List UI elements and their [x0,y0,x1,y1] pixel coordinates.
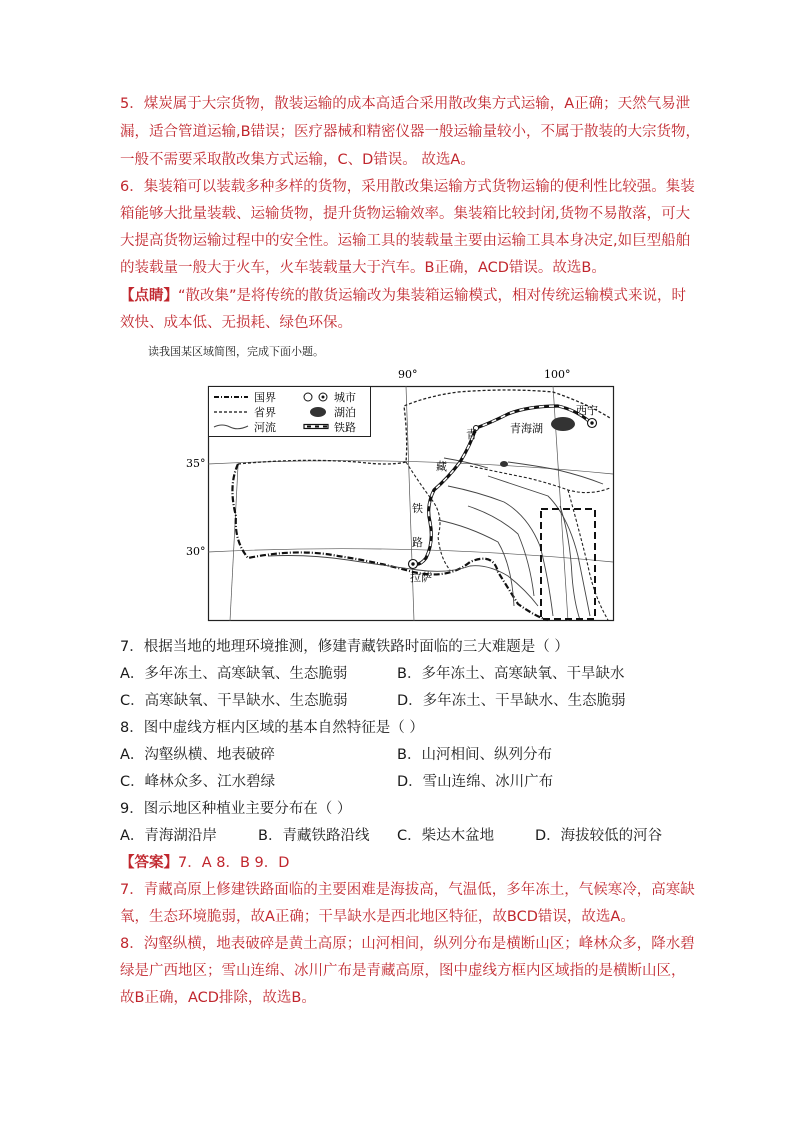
explanation-6-line-4: 的装载量一般大于火车，火车装载量大于汽车。B正确，ACD错误。故选B。 [120,260,606,276]
small-lake [500,461,508,467]
q7-option-a: A．多年冻土、高寒缺氧、生态脆弱 [120,666,348,682]
explanation-5-line-3: 一般不需要采取散改集方式运输，C、D错误。 故选A。 [120,152,475,168]
legend-border-label: 国界 [254,391,276,404]
map-legend [209,387,371,437]
lon-100-label: 100° [544,368,571,381]
legend-lake-label: 湖泊 [334,406,356,419]
label-tie: 铁 [412,502,423,515]
tip-label: 【点睛】 [120,288,178,304]
explanation-8-line-3: 故B正确，ACD排除，故选B。 [120,990,316,1006]
q9-option-b: B．青藏铁路沿线 [258,828,370,844]
question-8: 8．图中虚线方框内区域的基本自然特征是（ ） [120,720,424,736]
explanation-6-line-2: 箱能够大批量装载、运输货物，提升货物运输效率。集装箱比较封闭,货物不易散落，可大 [120,206,691,222]
explanation-8-line-1: 8．沟壑纵横，地表破碎是黄土高原；山河相间，纵列分布是横断山区；峰林众多，降水碧 [120,936,695,952]
tip-line-1 [120,286,686,306]
explanation-6-line-1: 6．集装箱可以装载多种多样的货物，采用散改集运输方式货物运输的便利性比较强。集装 [120,179,695,195]
label-lu: 路 [412,536,423,549]
q8-option-d: D．雪山连绵、冰川广布 [397,774,554,790]
answer-label: 【答案】 [120,855,178,871]
explanation-5-line-2: 漏，适合管道运输,B错误；医疗器械和精密仪器一般运输量较小，不属于散装的大宗货物， [120,124,701,140]
answer-line [120,853,289,873]
q7-option-c: C．高寒缺氧、干旱缺水、生态脆弱 [120,693,348,709]
label-qinghai-lake: 青海湖 [510,422,543,435]
legend-province-label: 省界 [254,406,276,419]
answer-values: 7．A 8．B 9．D [178,855,290,871]
tip-text-1: “散改集”是将传统的散货运输改为集装箱运输模式，相对传统运输模式来说，时 [178,288,687,304]
question-7: 7．根据当地的地理环境推测，修建青藏铁路时面临的三大难题是（ ） [120,639,569,655]
q9-option-d: D．海拔较低的河谷 [535,828,663,844]
legend-city-symbol [322,396,325,399]
explanation-7-line-1: 7．青藏高原上修建铁路面临的主要困难是海拔高，气温低，多年冻土，气候寒冷，高寒缺 [120,882,695,898]
label-zang: 藏 [436,460,447,473]
q8-option-b: B．山河相间、纵列分布 [397,747,552,763]
explanation-7-line-2: 氧，生态环境脆弱，故A正确；干旱缺水是西北地区特征，故BCD错误，故选A。 [120,909,635,925]
lat-35-label: 35° [186,457,206,470]
city-lhasa-icon [409,560,418,569]
legend-rail-label: 铁路 [334,421,356,434]
q8-option-c: C．峰林众多、江水碧绿 [120,774,276,790]
lon-90-label: 90° [398,368,418,381]
legend-river-label: 河流 [254,421,276,434]
label-lasa: 拉萨 [410,571,432,584]
legend-lake-symbol [310,407,326,417]
q8-option-a: A．沟壑纵横、地表破碎 [120,747,275,763]
lat-30-label: 30° [186,545,206,558]
qinghai-lake [551,417,575,431]
question-intro: 读我国某区域简图，完成下面小题。 [148,345,324,358]
legend-city-label: 城市 [334,391,356,404]
question-9: 9．图示地区种植业主要分布在（ ） [120,801,352,817]
region-map [186,366,618,626]
explanation-6-line-3: 大提高货物运输过程中的安全性。运输工具的装载量主要由运输工具本身决定,如巨型船舶 [120,233,691,249]
explanation-8-line-2: 绿是广西地区；雪山连绵、冰川广布是青藏高原，图中虚线方框内区域指的是横断山区， [120,963,686,979]
q7-option-b: B．多年冻土、高寒缺氧、干旱缺水 [397,666,625,682]
tip-line-2: 效快、成本低、无损耗、绿色环保。 [120,315,352,331]
q9-option-c: C．柴达木盆地 [397,828,495,844]
q7-option-d: D．多年冻土、干旱缺水、生态脆弱 [397,693,626,709]
q9-option-a: A．青海湖沿岸 [120,828,217,844]
explanation-5-line-1: 5．煤炭属于大宗货物，散装运输的成本高适合采用散改集方式运输，A正确；天然气易泄 [120,96,691,112]
label-qing: 青 [466,428,477,441]
label-xining: 西宁 [576,404,598,417]
city-xining-icon [588,419,597,428]
